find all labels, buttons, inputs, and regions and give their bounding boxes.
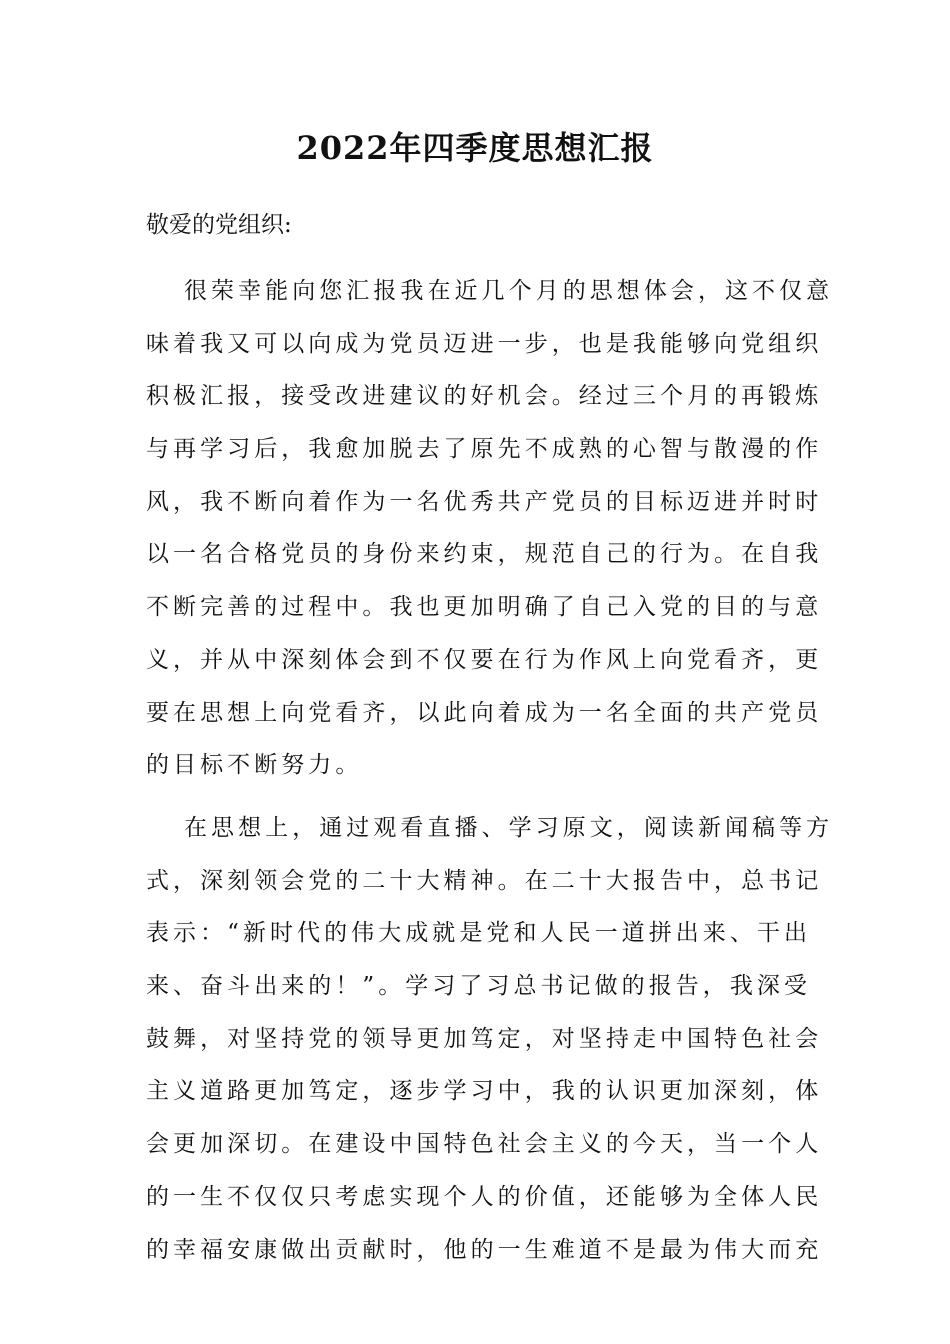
paragraph-line: 的一生不仅仅只考虑实现个人的价值，还能够为全体人民 — [146, 1183, 823, 1210]
paragraph-line: 义，并从中深刻体会到不仅要在行为作风上向党看齐，更 — [146, 646, 823, 673]
paragraph-line: 的幸福安康做出贡献时，他的一生难道不是最为伟大而充 — [146, 1236, 823, 1263]
paragraph-line: 鼓舞，对坚持党的领导更加笃定，对坚持走中国特色社会 — [146, 1025, 823, 1052]
paragraph-2 — [146, 802, 834, 1276]
paragraph-line: 要在思想上向党看齐，以此向着成为一名全面的共产党员 — [146, 699, 823, 726]
paragraph-line: 的目标不断努力。 — [146, 752, 363, 779]
paragraph-line: 风，我不断向着作为一名优秀共产党员的目标迈进并时时 — [146, 488, 823, 515]
paragraph-line: 式，深刻领会党的二十大精神。在二十大报告中，总书记 — [146, 867, 823, 894]
salutation: 敬爱的党组织: — [146, 212, 292, 238]
paragraph-line: 与再学习后，我愈加脱去了原先不成熟的心智与散漫的作 — [146, 436, 823, 463]
paragraph-line: 主义道路更加笃定，逐步学习中，我的认识更加深刻，体 — [146, 1078, 823, 1105]
paragraph-1 — [146, 265, 834, 792]
paragraph-line: 不断完善的过程中。我也更加明确了自己入党的目的与意 — [146, 594, 823, 621]
paragraph-line: 积极汇报，接受改进建议的好机会。经过三个月的再锻炼 — [146, 383, 823, 410]
paragraph-line: 以一名合格党员的身份来约束，规范自己的行为。在自我 — [146, 541, 823, 568]
paragraph-line: 来、奋斗出来的！”。学习了习总书记做的报告，我深受 — [146, 973, 812, 1000]
paragraph-line: 在思想上，通过观看直播、学习原文，阅读新闻稿等方 — [184, 815, 834, 841]
paragraph-line: 表示：“新时代的伟大成就是党和人民一道拼出来、干出 — [146, 920, 812, 947]
document-title: 2022年四季度思想汇报 — [296, 129, 654, 167]
paragraph-line: 很荣幸能向您汇报我在近几个月的思想体会，这不仅意 — [184, 278, 834, 304]
paragraph-line: 味着我又可以向成为党员迈进一步，也是我能够向党组织 — [146, 330, 823, 357]
paragraph-line: 会更加深切。在建设中国特色社会主义的今天，当一个人 — [146, 1131, 823, 1158]
